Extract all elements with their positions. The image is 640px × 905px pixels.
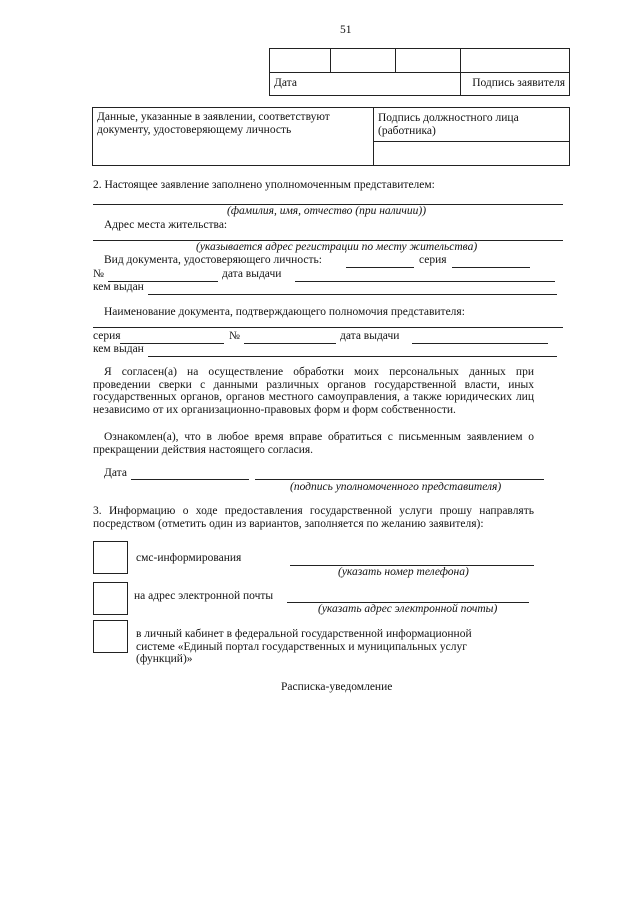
portal-option-label: в личный кабинет в федеральной государственной информационной системе «Единый портал государственных и муниципальных услуг (функций)» — [136, 628, 472, 665]
table-cell[interactable] — [270, 49, 331, 73]
verification-text: Данные, указанные в заявлении, соответствуют документу, удостоверяющему личность — [93, 108, 374, 166]
receipt-title: Расписка-уведомление — [281, 681, 393, 693]
verification-table — [92, 107, 570, 166]
address-hint: (указывается адрес регистрации по месту жительства) — [196, 241, 478, 253]
rep-signature-hint: (подпись уполномоченного представителя) — [290, 481, 502, 493]
email-checkbox[interactable] — [93, 582, 128, 615]
sms-checkbox[interactable] — [93, 541, 128, 574]
authority-doc-label: Наименование документа, подтверждающего полномочия представителя: — [104, 306, 465, 318]
rep-issued-by-label: кем выдан — [93, 343, 144, 355]
table-cell[interactable] — [331, 49, 396, 73]
series-line[interactable] — [452, 267, 530, 268]
doc-type-line[interactable] — [346, 267, 414, 268]
official-signature-field[interactable] — [374, 142, 570, 166]
date-label: Дата — [104, 467, 127, 479]
fio-hint: (фамилия, имя, отчество (при наличии)) — [227, 205, 427, 217]
issued-by-line[interactable] — [148, 294, 557, 295]
rep-signature-line[interactable] — [255, 479, 544, 480]
date-cell: Дата — [270, 73, 461, 96]
rep-number-label: № — [229, 330, 240, 342]
email-hint: (указать адрес электронной почты) — [318, 603, 498, 615]
section-2-heading: 2. Настоящее заявление заполнено уполномоченным представителем: — [93, 179, 435, 191]
consent-paragraph: Я согласен(а) на осуществление обработки моих персональных данных при проведении сверки с данными различных органов государственной власти, иных государственных органов, органов местного самоуправления, а также юридических лиц независимо от их организационно-правовых форм и форм собственности. — [93, 366, 534, 416]
issue-date-line[interactable] — [295, 281, 555, 282]
number-label: № — [93, 268, 104, 280]
page-number: 51 — [340, 24, 352, 36]
authority-doc-line[interactable] — [93, 327, 563, 328]
issue-date-label: дата выдачи — [222, 268, 282, 280]
issued-by-label: кем выдан — [93, 281, 144, 293]
rep-issue-date-label: дата выдачи — [340, 330, 400, 342]
applicant-signature-cell: Подпись заявителя — [461, 73, 570, 96]
table-cell[interactable] — [461, 49, 570, 73]
section-3-heading: 3. Информацию о ходе предоставления государственной услуги прошу направлять посредством (отметить один из вариантов, заполняется по желанию заявителя): — [93, 505, 534, 530]
portal-checkbox[interactable] — [93, 620, 128, 653]
sms-option-label: смс-информирования — [136, 552, 242, 564]
phone-hint: (указать номер телефона) — [338, 566, 469, 578]
doc-type-label: Вид документа, удостоверяющего личность: — [104, 254, 322, 266]
official-signature-label: Подпись должностного лица (работника) — [374, 108, 570, 142]
date-signature-table — [269, 48, 570, 96]
rep-number-line[interactable] — [244, 343, 336, 344]
date-line[interactable] — [131, 479, 249, 480]
revocation-paragraph: Ознакомлен(а), что в любое время вправе обратиться с письменным заявлением о прекращении действия настоящего согласия. — [93, 431, 534, 456]
rep-series-label: серия — [93, 330, 121, 342]
rep-issue-date-line[interactable] — [412, 343, 548, 344]
email-option-label: на адрес электронной почты — [134, 590, 274, 602]
series-label: серия — [419, 254, 447, 266]
table-cell[interactable] — [396, 49, 461, 73]
rep-issued-by-line[interactable] — [148, 356, 557, 357]
address-label: Адрес места жительства: — [104, 219, 228, 231]
